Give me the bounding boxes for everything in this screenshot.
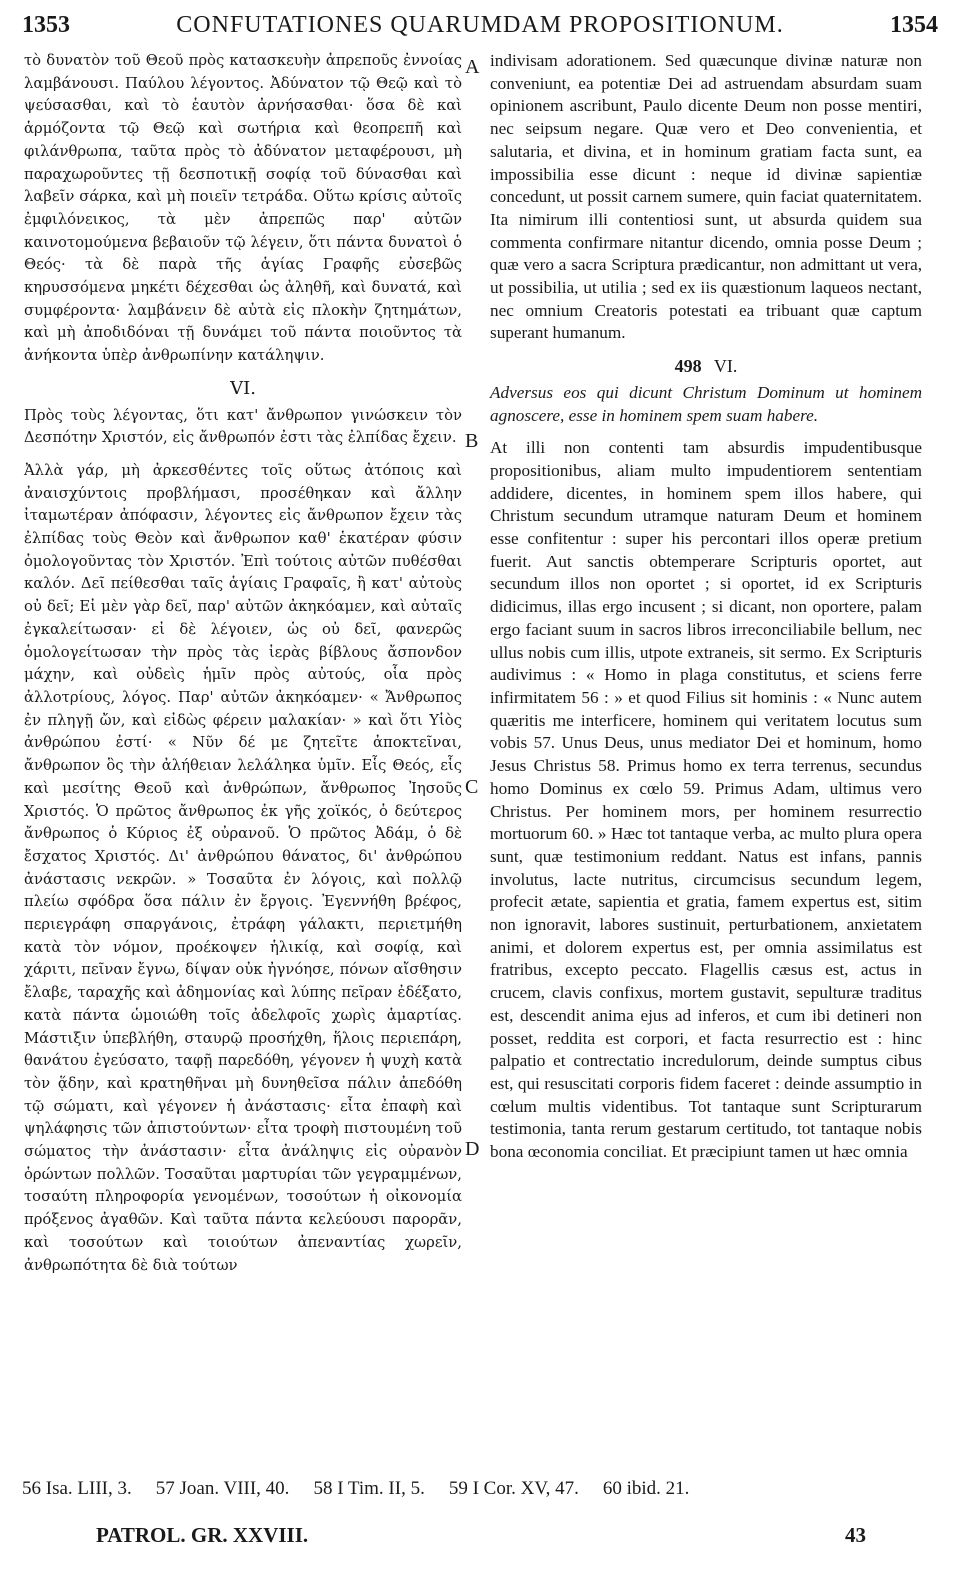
left-page-number: 1353 [22,12,70,38]
margin-letter-d: D [465,1138,480,1160]
latin-column [490,50,922,1164]
greek-section-title: Πρὸς τοὺς λέγοντας, ὅτι κατ' ἄνθρωπον γινώσκειν τὸν Δεσπότην Χριστόν, εἰς ἄνθρωπόν ἐστι τὰς ἐλπίδας ἔχειν. [24,406,462,447]
right-page-number: 1354 [890,12,938,38]
footnote-58: 58 I Tim. II, 5. [313,1478,425,1499]
footnote-56: 56 Isa. LIII, 3. [22,1478,132,1499]
greek-paragraph-2: Ἀλλὰ γάρ, μὴ ἀρκεσθέντες τοῖς οὕτως ἀτόποις καὶ ἀναισχύντοις προβλήμασι, προσέθηκαν καὶ ἄλλην ἰταμωτέραν ἀπόφασιν, λέγοντες εἰς ἄνθρωπον ἔχειν τὰς ἐλπίδας τοὺς Θεὸν καὶ ἄνθρωπον καθ' ἑκατέραν φύσιν ὁμολογοῦντας τὸν Χριστόν. Ἐπὶ τούτοις αὐτῶν πυθέσθαι καλόν. Δεῖ πείθεσθαι ταῖς ἁγίαις Γραφαῖς, ἢ κατ' αὐτοὺς οὐ δεῖ; Εἰ μὲν γὰρ δεῖ, παρ' αὐτῶν ἀκηκόαμεν, καὶ αὐταῖς ἐγκαλείτωσαν· εἰ δὲ λέγοιεν, ὡς οὐ δεῖ, φανερῶς ὁμολογείτωσαν τὴν πρὸς τὰς ἱερὰς βίβλους ἄσπονδον μάχην, καὶ οὐδεὶς ἡμῖν πρὸς αὐτούς, οἷα πρὸς ἀλλοτρίους, λόγος. Παρ' αὐτῶν ἀκηκόαμεν· « Ἄνθρωπος ἐν πληγῇ ὤν, καὶ εἰδὼς φέρειν μαλακίαν· » καὶ ὅτι Υἱὸς ἀνθρώπου ἐστί· « Νῦν δέ με ζητεῖτε ἀποκτεῖναι, ἄνθρωπον ὃς τὴν ἀλήθειαν λελάληκα ὑμῖν. Εἷς Θεός, εἷς καὶ μεσίτης Θεοῦ καὶ ἀνθρώπων, ἄνθρωπος Ἰησοῦς Χριστός. Ὁ πρῶτος ἄνθρωπος ἐκ γῆς χοϊκός, ὁ δεύτερος ἄνθρωπος ὁ Κύριος ἐξ οὐρανοῦ. Ὁ πρῶτος Ἀδάμ, ὁ δὲ ἔσχατος Χριστός. Δι' ἀνθρώπου θάνατος, δι' ἀνθρώπου ἀνάστασις νεκρῶν. » Τοσαῦτα ἐν λόγοις, καὶ πολλῷ πλείω σφόδρα ὅσα πάλιν ἐν ἔργοις. Ἐγεννήθη βρέφος, περιεγράφη σπαργάνοις, ἐτράφη γάλακτι, περιετμήθη κατὰ τὸν νόμον, προέκοψεν ἡλικίᾳ, καὶ σοφίᾳ, καὶ χάριτι, πεῖναν ἔγνω, δίψαν οὐκ ἠγνόησε, πόνων αἴσθησιν ἔλαβε, ταραχῆς καὶ ἀδημονίας καὶ λύπης πεῖραν ἐδέξατο, κατὰ πάντα ὡμοιώθη τοῖς ἀδελφοῖς χωρὶς ἁμαρτίας. Μάστιξιν ὑπεβλήθη, σταυρῷ προσήχθη, ἥλοις περιεπάρη, θανάτου ἐγεύσατο, ταφῇ παρεδόθη, γέγονεν ἡ ψυχὴ κατὰ τὸν ᾅδην, καὶ κρατηθῆναι μὴ δυνηθεῖσα πάλιν ἀπεδόθη τῷ σώματι, καὶ γέγονεν ἡ ἀνάστασις· εἶτα ἐπαφὴ καὶ ψηλάφησις τῶν ἀπιστούντων· εἶτα τροφὴ πιστουμένη τοῦ σώματος τὴν ἀνάστασιν· εἶτα ἀνάληψις εἰς οὐρανὸν ὁρώντων πολλῶν. Τοσαῦται μαρτυρίαι τῶν γεγραμμένων, τοσαύτη πληροφορία γενομένων, τοσούτων ἡ οἰκονομία πρόξενος ἀγαθῶν. Καὶ ταῦτα πάντα κελεύουσι παρορᾶν, καὶ τοσούτων καὶ τοιούτων ἀπεναντίας χωρεῖν, ἀνθρωπότητα δὲ διὰ τούτων [24,461,462,1274]
latin-section-heading [490,355,922,378]
latin-paragraph-1: indivisam adorationem. Sed quæcunque divinæ naturæ non conveniunt, ea potentiæ Dei ad astruendam absurdam suam opinionem ascribunt, Paulo dicente Deum non posse mentiri, nec seipsum negare. Quæ vero et Deo convenientia, et salutaria, et divina, et in hominum gratiam facta sunt, ea impossibilia esse dicunt : neque id divinæ sapientiæ concedunt, ut possit carnem sumere, quin faciat quaternitatem. Ita nimirum illi contentiosi sunt, ut absurda quidem sua commenta confirmare nitantur dicendo, omnia posse Deum ; quæ vero a sacra Scriptura prædicantur, non admittant ut vera, ut possibilia, ut utilia ; sed ex iis quæstionum laqueos nectant, nec omnium Creatoris potestati ea tribuant quæ captum superant humanum. [490,51,922,343]
footnotes [22,1478,934,1500]
series-signature: PATROL. GR. XXVIII. [96,1523,309,1547]
latin-paragraph-2: At illi non contenti tam absurdis impudentibusque propositionibus, aliam multo impudentiorem sententiam addidere, dicentes, in hominem spem illos habere, qui Christum secundum utramque naturam Deum et hominem esse confitentur : super his percontari illos operæ pretium fuerit. Aut sanctis obtemperare Scripturis oportet, aut secundum illos non oportet ; si oportet, id ex Scripturis didicimus, illas ergo incusent ; si dicant, non oportere, palam ergo faciant suum in sacros libros irreconciliabile bellum, nec ullus nobis cum illis, utpote extraneis, sit sermo. Ex Scripturis audivimus : « Homo in plaga constitutus, et sciens ferre infirmitatem 56 : » et quod Filius sit hominis : « Nunc autem quæritis me interficere, hominem qui veritatem locutus sum vobis 57. Unus Deus, unus mediator Dei et hominum, homo Jesus Christus 58. Primus homo ex terra terrenus, secundus homo Dominus ex cœlo 59. Primus Adam, ultimus vero Christus. Per hominem mors, per hominem resurrectio mortuorum 60. » Hæc tot tantaque verba, ac multo plura opera sunt, quæ testimonium reddant. Natus est infans, pannis involutus, lacte nutritus, circumcisus secundum legem, profecit ætate, sapientia et gratia, famem expertus est, sitim non ignoravit, labores sustinuit, perturbationem, anxietatem animi, et dolorem expertus est, per omnia assimilatus est fratribus, excepto peccato. Flagellis cæsus est, actus in crucem, clavis confixus, mortem gustavit, sepulturæ traditus est, descendit anima ejus ad inferos, et cum ibi detineri non posset, reddita est corpori, et facta resurrectio est : hinc palpatio et contrectatio incredulorum, deinde sumptus cibus est, qui resuscitati corporis fidem faceret : deinde assumptio in cœlum multis videntibus. Tot tantaque sunt Scripturarum testimonia, tanta rerum gestarum certitudo, tot tantaque nobis bona œconomia conciliat. Et præcipiunt tamen ut hæc omnia [490,438,922,1162]
latin-section-title: Adversus eos qui dicunt Christum Dominum ut hominem agnoscere, esse in hominem spem suam habere. [490,382,922,425]
footnote-57: 57 Joan. VIII, 40. [155,1478,290,1499]
footnote-59: 59 I Cor. XV, 47. [448,1478,579,1499]
greek-column [24,50,462,1277]
margin-letter-c: C [465,776,479,798]
latin-section-label: 498 [674,356,702,377]
page-footer [96,1523,866,1548]
latin-section-number: VI. [713,356,738,377]
margin-letter-b: B [465,430,479,452]
margin-letter-a: A [465,56,480,78]
greek-paragraph-1: τὸ δυνατὸν τοῦ Θεοῦ πρὸς κατασκευὴν ἀπρεποῦς ἐννοίας λαμβάνουσι. Παύλου λέγοντος. Ἀδύνατον τῷ Θεῷ καὶ τὸ ψεύσασθαι, καὶ τὸ ἑαυτὸν ἀρνήσασθαι· ὅσα δὲ καὶ ἁρμόζοντα τῷ Θεῷ καὶ σωτήρια καὶ θεοπρεπῆ καὶ φιλάνθρωπα, ταῦτα πρὸς τὸ ἀδύνατον μεταφέρουσι, μὴ παραχωροῦντες τῇ δεσποτικῇ σοφίᾳ τοῦ δύνασθαι καὶ λαβεῖν σάρκα, καὶ μὴ ποιεῖν τετράδα. Οὕτω κρίσις αὐτοῖς ἐμφιλόνεικος, τὰ μὲν ἀπρεπῶς παρ' αὐτῶν καινοτομούμενα βεβαιοῦν τῷ λέγειν, ὅτι πάντα δυνατοὶ ὁ Θεός· τὰ δὲ παρὰ τῆς ἁγίας Γραφῆς εὐσεβῶς κηρυσσόμενα μηκέτι δέχεσθαι ὡς ἀληθῆ, καὶ δυνατά, καὶ συμφέροντα· λαμβάνειν δὲ αὐτὰ εἰς πλοκὴν ζητημάτων, καὶ μὴ ἀποδιδόναι τῇ δυνάμει τοῦ πάντα ποιοῦντος τὰ ἀνήκοντα ὑπὲρ ἀνθρωπίνην κατάληψιν. [24,52,462,365]
greek-section-number: VI. [230,377,256,399]
running-title: CONFUTATIONES QUARUMDAM PROPOSITIONUM. [176,12,784,38]
page-header [22,12,938,48]
signature-number: 43 [845,1523,866,1547]
footnote-60: 60 ibid. 21. [602,1478,690,1499]
